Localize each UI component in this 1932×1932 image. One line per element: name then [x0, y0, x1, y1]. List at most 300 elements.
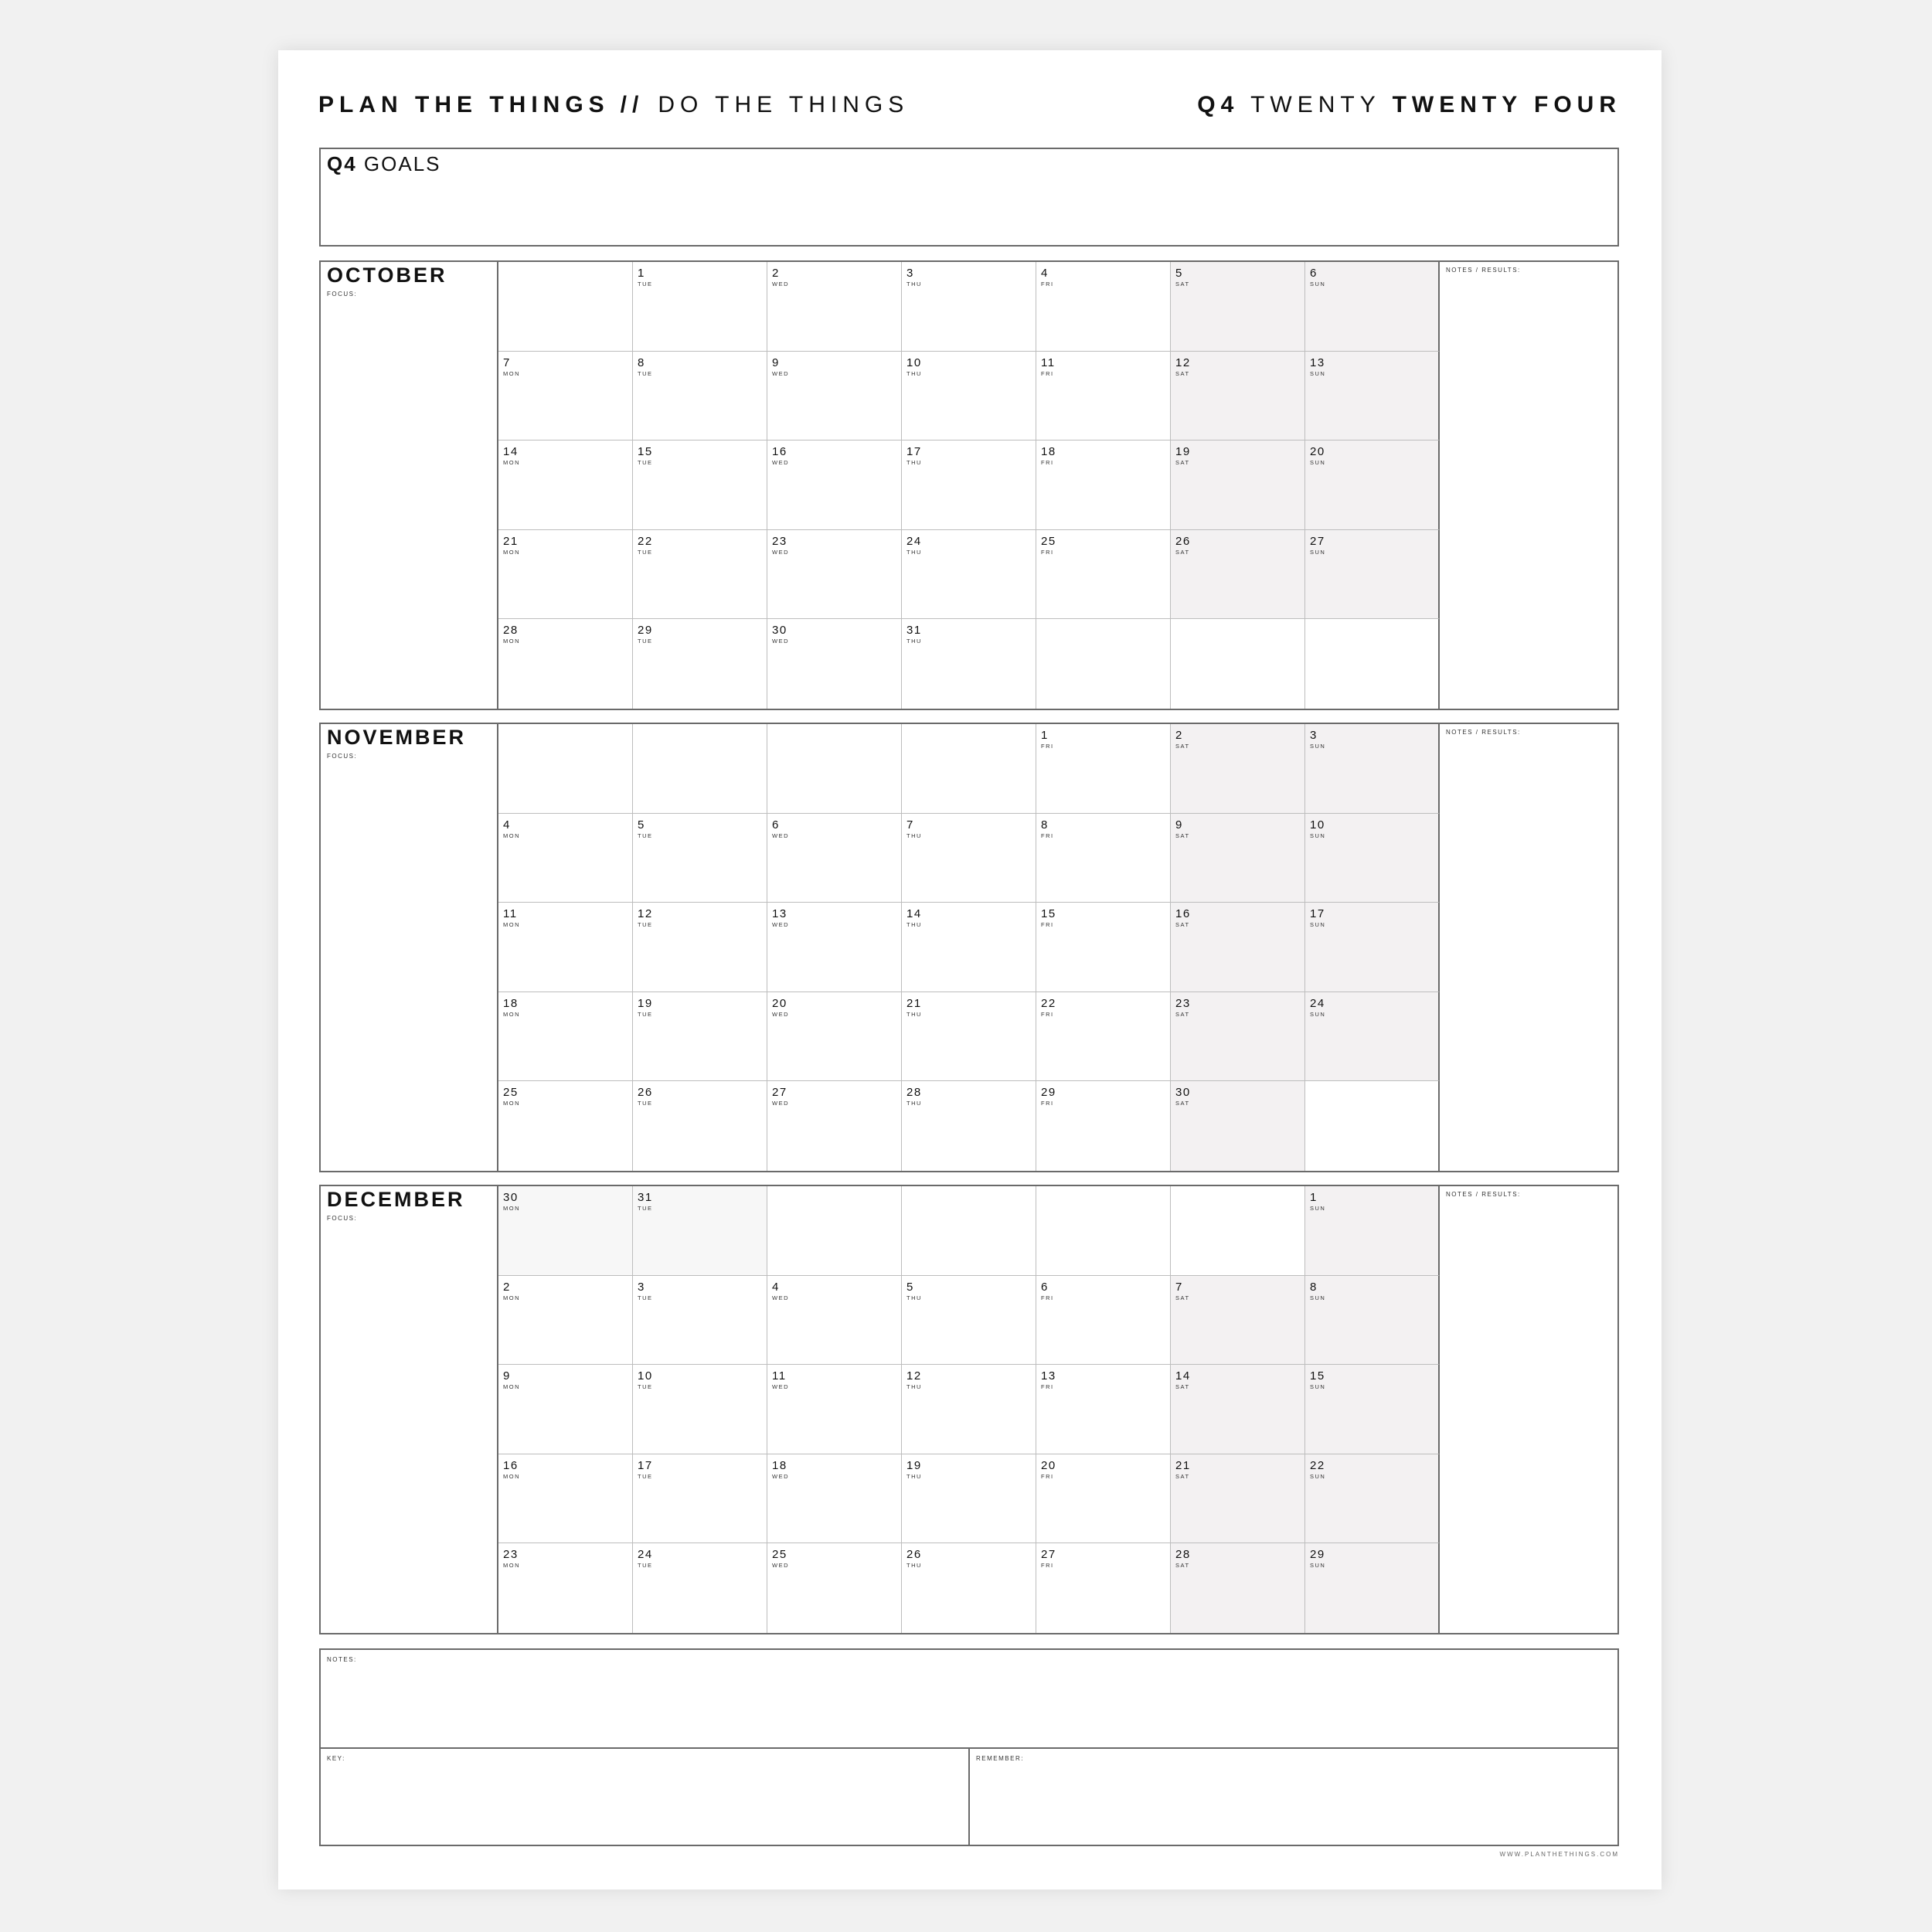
- day-number: 3: [1310, 729, 1318, 742]
- weekday-label: SUN: [1310, 548, 1326, 556]
- month-label-november: [321, 724, 498, 1171]
- weekday-label: WED: [772, 459, 789, 467]
- day-cell[interactable]: [498, 1454, 633, 1544]
- day-number: 28: [1175, 1548, 1191, 1562]
- day-number: 7: [906, 818, 914, 832]
- weekday-label: THU: [906, 1010, 922, 1018]
- remember-box[interactable]: [970, 1749, 1617, 1845]
- weekday-label: THU: [906, 459, 922, 467]
- day-number: 22: [1041, 996, 1056, 1010]
- weekday-label: WED: [772, 281, 789, 287]
- day-cell[interactable]: [767, 440, 902, 530]
- planner-sheet: [278, 50, 1662, 1889]
- weekday-label: TUE: [638, 832, 653, 839]
- day-cell[interactable]: [498, 1276, 633, 1366]
- day-cell[interactable]: [633, 992, 767, 1082]
- day-cell[interactable]: [1171, 1454, 1305, 1544]
- weekday-label: THU: [906, 921, 922, 929]
- weekday-label: FRI: [1041, 1472, 1054, 1480]
- day-cell[interactable]: [1036, 1454, 1171, 1544]
- day-cell[interactable]: [1305, 903, 1440, 992]
- day-number: 20: [1041, 1458, 1056, 1472]
- weekday-label: WED: [772, 1562, 789, 1570]
- day-number: 21: [1175, 1458, 1191, 1472]
- day-number: 5: [638, 818, 645, 832]
- weekday-label: TUE: [638, 369, 653, 377]
- day-number: 10: [906, 355, 922, 369]
- day-number: 11: [1041, 355, 1056, 369]
- weekday-label: TUE: [638, 281, 653, 287]
- day-cell[interactable]: [498, 1186, 633, 1276]
- day-number: 15: [1310, 1369, 1325, 1383]
- weekday-label: SAT: [1175, 1562, 1190, 1570]
- day-cell[interactable]: [1305, 992, 1440, 1082]
- day-number: 26: [638, 1086, 653, 1100]
- weekday-label: THU: [906, 1100, 922, 1107]
- day-cell[interactable]: [1171, 1081, 1305, 1171]
- day-number: 19: [1175, 445, 1191, 459]
- weekday-label: TUE: [638, 1562, 653, 1570]
- day-cell[interactable]: [902, 1454, 1036, 1544]
- weekday-label: TUE: [638, 1100, 653, 1107]
- day-number: 10: [1310, 818, 1325, 832]
- day-number: 11: [772, 1369, 787, 1383]
- day-cell[interactable]: [498, 530, 633, 620]
- focus-label: FOCUS:: [327, 1215, 358, 1222]
- day-number: 13: [1310, 355, 1325, 369]
- weekday-label: TUE: [638, 1383, 653, 1391]
- notes-results-label: NOTES / RESULTS:: [1446, 729, 1521, 736]
- key-box[interactable]: [321, 1749, 970, 1845]
- day-cell[interactable]: [1305, 1081, 1440, 1171]
- notes-box[interactable]: [321, 1650, 1617, 1749]
- day-cell[interactable]: [767, 903, 902, 992]
- day-cell[interactable]: [902, 903, 1036, 992]
- weekday-label: TUE: [638, 1205, 653, 1212]
- day-number: 9: [1175, 818, 1183, 832]
- weekday-label: MON: [503, 1472, 520, 1480]
- day-number: 4: [772, 1280, 780, 1294]
- day-cell[interactable]: [767, 262, 902, 352]
- day-cell[interactable]: [902, 1081, 1036, 1171]
- day-cell[interactable]: [1171, 1543, 1305, 1633]
- day-cell[interactable]: [902, 352, 1036, 441]
- day-number: 13: [1041, 1369, 1056, 1383]
- day-cell[interactable]: [1036, 1543, 1171, 1633]
- day-cell[interactable]: [633, 440, 767, 530]
- day-cell[interactable]: [633, 1543, 767, 1633]
- day-number: 2: [503, 1280, 511, 1294]
- day-cell[interactable]: [1305, 1454, 1440, 1544]
- day-cell[interactable]: [498, 1365, 633, 1454]
- day-cell[interactable]: [902, 619, 1036, 709]
- day-number: 27: [1310, 534, 1325, 548]
- weekday-label: SUN: [1310, 1010, 1326, 1018]
- day-number: 20: [1310, 445, 1325, 459]
- day-number: 15: [638, 445, 653, 459]
- day-cell[interactable]: [902, 1543, 1036, 1633]
- weekday-label: SAT: [1175, 1383, 1190, 1391]
- website-footer: WWW.PLANTHETHINGS.COM: [1499, 1851, 1619, 1858]
- weekday-label: MON: [503, 1562, 520, 1570]
- day-cell[interactable]: [633, 1081, 767, 1171]
- day-cell[interactable]: [1171, 903, 1305, 992]
- day-cell[interactable]: [767, 992, 902, 1082]
- weekday-label: WED: [772, 921, 789, 929]
- weekday-label: WED: [772, 369, 789, 377]
- day-number: 30: [772, 624, 787, 638]
- weekday-label: WED: [772, 1383, 789, 1391]
- month-name: NOVEMBER: [327, 726, 467, 749]
- day-cell[interactable]: [1305, 1543, 1440, 1633]
- weekday-label: MON: [503, 548, 520, 556]
- weekday-label: SAT: [1175, 459, 1190, 467]
- month-block-november: [319, 723, 1619, 1172]
- day-number: 29: [638, 624, 653, 638]
- day-cell[interactable]: [1036, 1186, 1171, 1276]
- calendar-grid-october: [498, 262, 1440, 709]
- day-cell[interactable]: [633, 530, 767, 620]
- weekday-label: THU: [906, 1383, 922, 1391]
- day-number: 5: [906, 1280, 914, 1294]
- notes-results-column[interactable]: [1440, 724, 1617, 1171]
- day-number: 26: [1175, 534, 1191, 548]
- day-cell[interactable]: [1036, 352, 1171, 441]
- day-cell[interactable]: [498, 262, 633, 352]
- day-cell[interactable]: [1036, 992, 1171, 1082]
- day-cell[interactable]: [1036, 1081, 1171, 1171]
- weekday-label: THU: [906, 1472, 922, 1480]
- weekday-label: SAT: [1175, 743, 1190, 750]
- day-number: 19: [906, 1458, 922, 1472]
- weekday-label: MON: [503, 921, 520, 929]
- day-number: 18: [772, 1458, 787, 1472]
- day-cell[interactable]: [498, 724, 633, 814]
- day-cell[interactable]: [902, 992, 1036, 1082]
- focus-label: FOCUS:: [327, 291, 358, 298]
- day-cell[interactable]: [767, 814, 902, 903]
- day-cell[interactable]: [1305, 530, 1440, 620]
- day-cell[interactable]: [498, 1543, 633, 1633]
- day-cell[interactable]: [1036, 903, 1171, 992]
- q4-goals-box[interactable]: [319, 148, 1619, 247]
- day-number: 17: [638, 1458, 653, 1472]
- day-number: 27: [772, 1086, 787, 1100]
- tagline-plan: PLAN THE THINGS: [318, 92, 610, 117]
- day-cell[interactable]: [498, 440, 633, 530]
- day-cell[interactable]: [633, 1186, 767, 1276]
- day-cell[interactable]: [767, 1365, 902, 1454]
- day-cell[interactable]: [767, 1454, 902, 1544]
- day-cell[interactable]: [1171, 352, 1305, 441]
- weekday-label: MON: [503, 832, 520, 839]
- focus-label: FOCUS:: [327, 753, 358, 760]
- day-cell[interactable]: [902, 814, 1036, 903]
- header-tagline: [318, 92, 909, 118]
- day-number: 25: [503, 1086, 519, 1100]
- day-cell[interactable]: [767, 1081, 902, 1171]
- notes-results-label: NOTES / RESULTS:: [1446, 267, 1521, 274]
- day-cell[interactable]: [633, 903, 767, 992]
- day-number: 3: [906, 267, 914, 280]
- weekday-label: MON: [503, 638, 520, 645]
- day-cell[interactable]: [902, 724, 1036, 814]
- day-cell[interactable]: [1036, 619, 1171, 709]
- day-cell[interactable]: [1036, 1276, 1171, 1366]
- day-cell[interactable]: [902, 440, 1036, 530]
- day-cell[interactable]: [1305, 1276, 1440, 1366]
- month-name: DECEMBER: [327, 1188, 465, 1211]
- weekday-label: SUN: [1310, 1383, 1326, 1391]
- weekday-label: SAT: [1175, 1294, 1190, 1301]
- weekday-label: TUE: [638, 1472, 653, 1480]
- day-number: 25: [772, 1548, 787, 1562]
- day-cell[interactable]: [1171, 619, 1305, 709]
- day-cell[interactable]: [1171, 530, 1305, 620]
- month-label-december: [321, 1186, 498, 1633]
- day-number: 11: [503, 907, 518, 921]
- day-number: 23: [1175, 996, 1191, 1010]
- day-cell[interactable]: [1305, 814, 1440, 903]
- notes-results-column[interactable]: [1440, 262, 1617, 709]
- day-number: 16: [1175, 907, 1191, 921]
- day-number: 16: [772, 445, 787, 459]
- goals-title-text: GOALS: [363, 152, 441, 175]
- day-cell[interactable]: [1171, 1365, 1305, 1454]
- day-cell[interactable]: [1305, 352, 1440, 441]
- day-cell[interactable]: [902, 262, 1036, 352]
- weekday-label: MON: [503, 1294, 520, 1301]
- notes-results-label: NOTES / RESULTS:: [1446, 1191, 1521, 1198]
- day-cell[interactable]: [1171, 262, 1305, 352]
- day-cell[interactable]: [1171, 992, 1305, 1082]
- day-number: 24: [906, 534, 922, 548]
- weekday-label: THU: [906, 548, 922, 556]
- weekday-label: FRI: [1041, 832, 1054, 839]
- weekday-label: MON: [503, 1383, 520, 1391]
- weekday-label: FRI: [1041, 548, 1054, 556]
- goals-title: [327, 152, 441, 176]
- day-number: 9: [503, 1369, 511, 1383]
- day-cell[interactable]: [902, 1365, 1036, 1454]
- weekday-label: SUN: [1310, 1205, 1326, 1212]
- key-label: KEY:: [327, 1755, 345, 1762]
- weekday-label: TUE: [638, 548, 653, 556]
- weekday-label: THU: [906, 1294, 922, 1301]
- weekday-label: WED: [772, 1294, 789, 1301]
- day-cell[interactable]: [498, 903, 633, 992]
- day-number: 3: [638, 1280, 645, 1294]
- weekday-label: FRI: [1041, 1562, 1054, 1570]
- day-number: 17: [1310, 907, 1325, 921]
- day-number: 1: [1041, 729, 1049, 742]
- weekday-label: THU: [906, 638, 922, 645]
- weekday-label: FRI: [1041, 281, 1054, 287]
- weekday-label: THU: [906, 832, 922, 839]
- tagline-separator: //: [620, 92, 645, 117]
- day-number: 14: [503, 445, 519, 459]
- day-cell[interactable]: [1036, 440, 1171, 530]
- weekday-label: FRI: [1041, 743, 1054, 750]
- weekday-label: TUE: [638, 459, 653, 467]
- day-cell[interactable]: [498, 992, 633, 1082]
- weekday-label: SUN: [1310, 1562, 1326, 1570]
- day-cell[interactable]: [1036, 1365, 1171, 1454]
- day-cell[interactable]: [1036, 262, 1171, 352]
- day-number: 21: [906, 996, 922, 1010]
- weekday-label: TUE: [638, 638, 653, 645]
- day-cell[interactable]: [902, 1276, 1036, 1366]
- weekday-label: SUN: [1310, 1472, 1326, 1480]
- day-cell[interactable]: [633, 619, 767, 709]
- weekday-label: SAT: [1175, 1100, 1190, 1107]
- day-number: 8: [638, 355, 645, 369]
- day-number: 24: [1310, 996, 1325, 1010]
- day-number: 30: [1175, 1086, 1191, 1100]
- day-cell[interactable]: [1305, 262, 1440, 352]
- day-cell[interactable]: [1305, 440, 1440, 530]
- day-number: 8: [1310, 1280, 1318, 1294]
- day-cell[interactable]: [633, 1276, 767, 1366]
- day-cell[interactable]: [498, 352, 633, 441]
- period-year-light: TWENTY: [1250, 92, 1381, 117]
- period-year-bold: TWENTY FOUR: [1392, 92, 1621, 117]
- day-cell[interactable]: [633, 352, 767, 441]
- day-cell[interactable]: [633, 1365, 767, 1454]
- day-number: 28: [906, 1086, 922, 1100]
- period-quarter: Q4: [1197, 92, 1240, 117]
- day-cell[interactable]: [1036, 814, 1171, 903]
- weekday-label: MON: [503, 1100, 520, 1107]
- day-number: 20: [772, 996, 787, 1010]
- day-number: 13: [772, 907, 787, 921]
- day-number: 6: [1041, 1280, 1049, 1294]
- day-cell[interactable]: [633, 814, 767, 903]
- day-cell[interactable]: [767, 724, 902, 814]
- day-cell[interactable]: [498, 1081, 633, 1171]
- weekday-label: SAT: [1175, 281, 1190, 287]
- day-number: 27: [1041, 1548, 1056, 1562]
- goals-title-quarter: Q4: [327, 152, 357, 175]
- day-number: 15: [1041, 907, 1056, 921]
- month-block-december: [319, 1185, 1619, 1634]
- weekday-label: FRI: [1041, 369, 1054, 377]
- tagline-do: DO THE THINGS: [658, 92, 910, 117]
- day-cell[interactable]: [767, 619, 902, 709]
- day-cell[interactable]: [767, 1543, 902, 1633]
- day-number: 12: [1175, 355, 1191, 369]
- weekday-label: MON: [503, 369, 520, 377]
- calendar-grid-december: [498, 1186, 1440, 1633]
- day-number: 10: [638, 1369, 653, 1383]
- weekday-label: MON: [503, 1205, 520, 1212]
- day-cell[interactable]: [1171, 1276, 1305, 1366]
- weekday-label: SUN: [1310, 832, 1326, 839]
- day-cell[interactable]: [767, 530, 902, 620]
- weekday-label: THU: [906, 281, 922, 287]
- day-cell[interactable]: [1305, 1186, 1440, 1276]
- day-number: 6: [772, 818, 780, 832]
- day-cell[interactable]: [498, 814, 633, 903]
- day-number: 4: [1041, 267, 1049, 280]
- weekday-label: SUN: [1310, 1294, 1326, 1301]
- day-cell[interactable]: [498, 619, 633, 709]
- day-cell[interactable]: [1171, 724, 1305, 814]
- day-cell[interactable]: [767, 1186, 902, 1276]
- day-number: 21: [503, 534, 519, 548]
- day-cell[interactable]: [767, 1276, 902, 1366]
- weekday-label: SAT: [1175, 832, 1190, 839]
- weekday-label: WED: [772, 1010, 789, 1018]
- day-cell[interactable]: [1036, 530, 1171, 620]
- weekday-label: MON: [503, 1010, 520, 1018]
- weekday-label: TUE: [638, 1010, 653, 1018]
- day-number: 2: [772, 267, 780, 280]
- weekday-label: WED: [772, 1472, 789, 1480]
- weekday-label: WED: [772, 638, 789, 645]
- day-number: 29: [1310, 1548, 1325, 1562]
- notes-results-column[interactable]: [1440, 1186, 1617, 1633]
- weekday-label: SAT: [1175, 921, 1190, 929]
- weekday-label: MON: [503, 459, 520, 467]
- day-number: 31: [906, 624, 922, 638]
- day-number: 18: [503, 996, 519, 1010]
- weekday-label: THU: [906, 1562, 922, 1570]
- day-cell[interactable]: [902, 1186, 1036, 1276]
- weekday-label: FRI: [1041, 1010, 1054, 1018]
- day-cell[interactable]: [633, 1454, 767, 1544]
- day-cell[interactable]: [1171, 814, 1305, 903]
- month-block-october: [319, 260, 1619, 710]
- day-number: 23: [503, 1548, 519, 1562]
- day-cell[interactable]: [1171, 1186, 1305, 1276]
- day-number: 28: [503, 624, 519, 638]
- day-cell[interactable]: [1305, 1365, 1440, 1454]
- day-number: 23: [772, 534, 787, 548]
- header-period: [1197, 92, 1621, 118]
- day-number: 14: [906, 907, 922, 921]
- day-cell[interactable]: [1305, 619, 1440, 709]
- day-number: 9: [772, 355, 780, 369]
- day-cell[interactable]: [1036, 724, 1171, 814]
- weekday-label: SUN: [1310, 743, 1326, 750]
- day-number: 24: [638, 1548, 653, 1562]
- calendar-grid-november: [498, 724, 1440, 1171]
- day-number: 6: [1310, 267, 1318, 280]
- day-cell[interactable]: [633, 262, 767, 352]
- day-number: 14: [1175, 1369, 1191, 1383]
- day-cell[interactable]: [1305, 724, 1440, 814]
- weekday-label: SUN: [1310, 921, 1326, 929]
- weekday-label: SAT: [1175, 369, 1190, 377]
- day-number: 4: [503, 818, 511, 832]
- month-label-october: [321, 262, 498, 709]
- day-cell[interactable]: [767, 352, 902, 441]
- planner-header: [318, 86, 1621, 124]
- day-cell[interactable]: [633, 724, 767, 814]
- day-number: 1: [1310, 1191, 1318, 1204]
- weekday-label: FRI: [1041, 1383, 1054, 1391]
- day-number: 12: [638, 907, 653, 921]
- day-cell[interactable]: [1171, 440, 1305, 530]
- weekday-label: WED: [772, 548, 789, 556]
- day-number: 16: [503, 1458, 519, 1472]
- weekday-label: WED: [772, 1100, 789, 1107]
- day-cell[interactable]: [902, 530, 1036, 620]
- weekday-label: SAT: [1175, 548, 1190, 556]
- day-number: 19: [638, 996, 653, 1010]
- weekday-label: SUN: [1310, 281, 1326, 287]
